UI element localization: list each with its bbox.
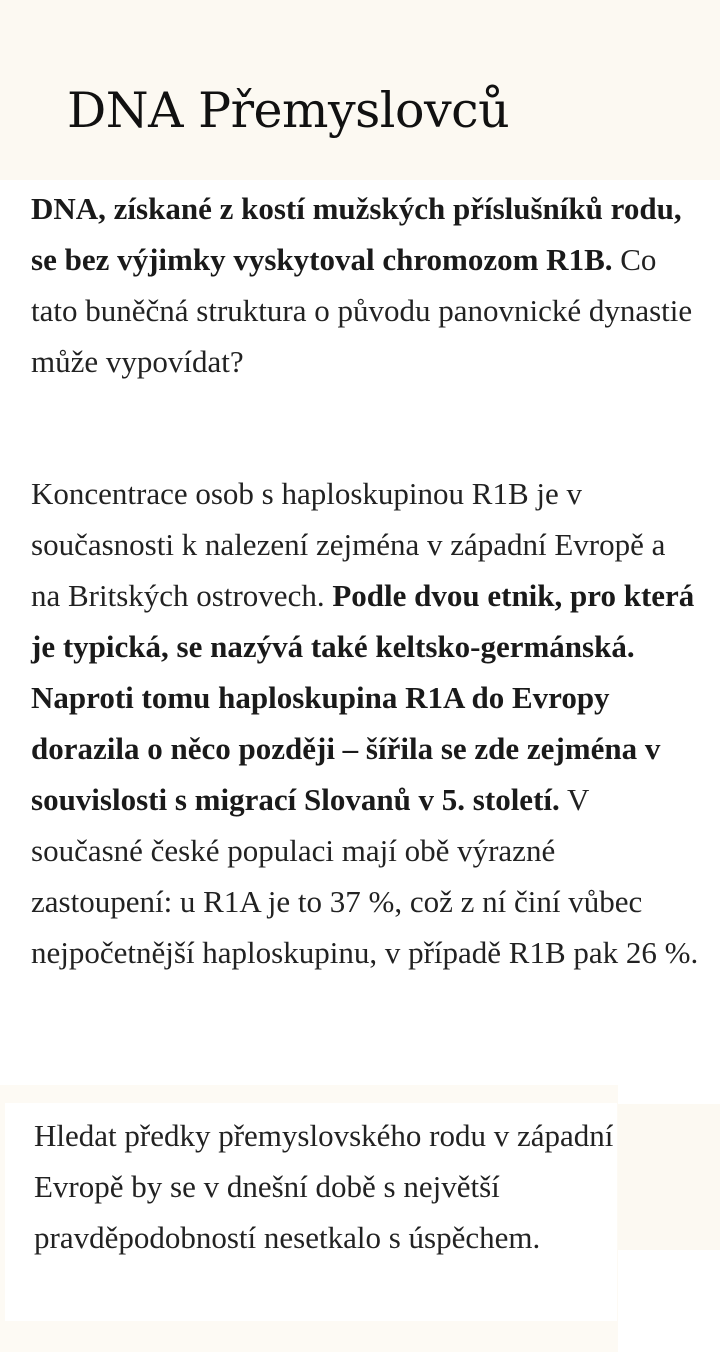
page-title: DNA Přemyslovců xyxy=(67,82,510,139)
lead-bold-text: DNA, získané z kostí mužských příslušníků rodu, se bez výjimky vyskytoval chromozom R1B. xyxy=(31,191,682,277)
lead-paragraph xyxy=(31,183,699,387)
lead-normal-text: Co tato buněčná struktura o původu panovnické dynastie může vypovídat? xyxy=(31,242,693,379)
body-bold-text: Podle dvou etnik, pro která je typická, se nazývá také keltsko-germánská. Naproti tomu haploskupina R1A do Evropy dorazila o něco později – šířila se zde zejména v souvislosti s migrací Slovanů v 5. století. xyxy=(31,578,695,817)
body-outro-text: V současné české populaci mají obě výrazné zastoupení: u R1A je to 37 %, což z ní činí vůbec nejpočetnější haploskupinu, v případě R1B pak 26 %. xyxy=(31,782,699,970)
body-paragraph xyxy=(31,468,699,978)
header-band xyxy=(0,0,720,180)
pull-quote: Hledat předky přemyslovského rodu v západní Evropě by se v dnešní době s největší pravděpodobností nesetkalo s úspěchem. xyxy=(34,1118,614,1255)
body-intro-text: Koncentrace osob s haploskupinou R1B je v současnosti k nalezení zejména v západní Evropě a na Britských ostrovech. xyxy=(31,476,666,613)
